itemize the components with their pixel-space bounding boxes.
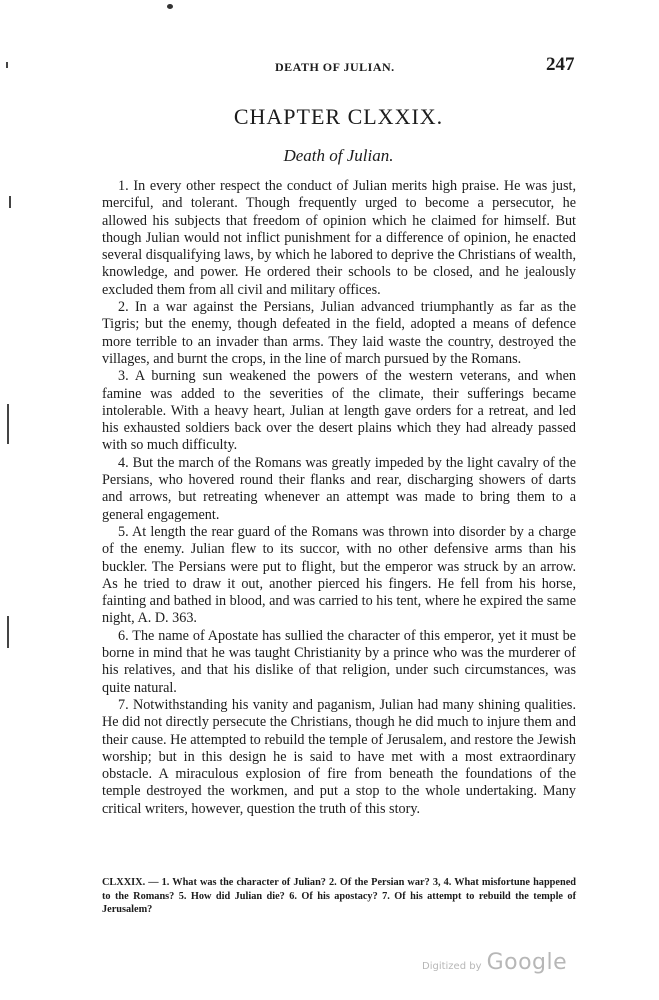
margin-mark [7, 616, 9, 648]
margin-mark [7, 404, 9, 444]
paragraph-4: 4. But the march of the Romans was greatly impeded by the light cavalry of the Persians, who hovered round their flanks and rear, discharging showers of darts and arrows, but retreating whenever an attempt was made to bring them to a general engagement. [102, 454, 576, 523]
footnote-divider [102, 870, 576, 871]
ink-speck [167, 4, 173, 9]
footnote-questions: CLXXIX. — 1. What was the character of Julian? 2. Of the Persian war? 3, 4. What misfortune happened to the Romans? 5. How did Julian die? 6. Of his apostacy? 7. Of his attempt to rebuild the temple of Jerusalem? [102, 877, 576, 915]
google-logo: Google [486, 950, 568, 975]
running-head [0, 54, 659, 78]
section-title: Death of Julian. [283, 146, 394, 165]
paragraph-1: 1. In every other respect the conduct of Julian merits high praise. He was just, merciful, and tolerant. Though frequently urged to become a persecutor, he allowed his subjects that freedom of opinion which he claimed for himself. But though Julian would not inflict punishment for a difference of opinion, he enacted several disqualifying laws, by which he labored to deprive the Christians of wealth, knowledge, and power. He ordered their schools to be closed, and he jealously excluded them from all civil and military offices. [102, 178, 576, 298]
paragraph-3: 3. A burning sun weakened the powers of the western veterans, and when famine was added to the severities of the climate, their sufferings became intolerable. With a heavy heart, Julian at length gave orders for a retreat, and led his exhausted soldiers back over the desert plains which they had already passed with so much difficulty. [102, 368, 576, 454]
running-title: DEATH OF JULIAN. [275, 60, 395, 74]
paragraph-5: 5. At length the rear guard of the Romans was thrown into disorder by a charge of the enemy. Julian flew to its succor, with no other defensive arms than his buckler. The Persians were put to flight, but the emperor was struck by an arrow. As he tried to draw it out, another pierced his fingers. He fell from his horse, fainting and bathed in blood, and was carried to his tent, where he expired the same night, A. D. 363. [102, 523, 576, 627]
digitized-watermark [422, 950, 567, 975]
paragraph-6: 6. The name of Apostate has sullied the character of this emperor, yet it must be borne in mind that he was taught Christianity by a prince who was the murderer of his relatives, and that his dislike of that religion, under such circumstances, was quite natural. [102, 627, 576, 696]
chapter-title: CHAPTER CLXXIX. [233, 104, 444, 129]
paragraph-2: 2. In a war against the Persians, Julian advanced triumphantly as far as the Tigris; but the enemy, though defeated in the field, adopted a means of defence more terrible to an invader than arms. They laid waste the country, destroyed the villages, and burnt the crops, in the line of march pursued by the Romans. [102, 299, 576, 367]
page-number: 247 [546, 54, 575, 75]
margin-mark [9, 196, 11, 208]
body-text [102, 178, 576, 818]
paragraph-7: 7. Notwithstanding his vanity and paganism, Julian had many shining qualities. He did not directly persecute the Christians, though he did much to injure them and their cause. He attempted to rebuild the temple of Jerusalem, and restore the Jewish worship; but in this design he is said to have met with a most extraordinary obstacle. A miraculous explosion of fire from beneath the foundations of the temple destroyed the workmen, and put a stop to the whole undertaking. Many critical writers, however, question the truth of this story. [102, 696, 576, 817]
watermark-prefix: Digitized by [422, 961, 482, 972]
